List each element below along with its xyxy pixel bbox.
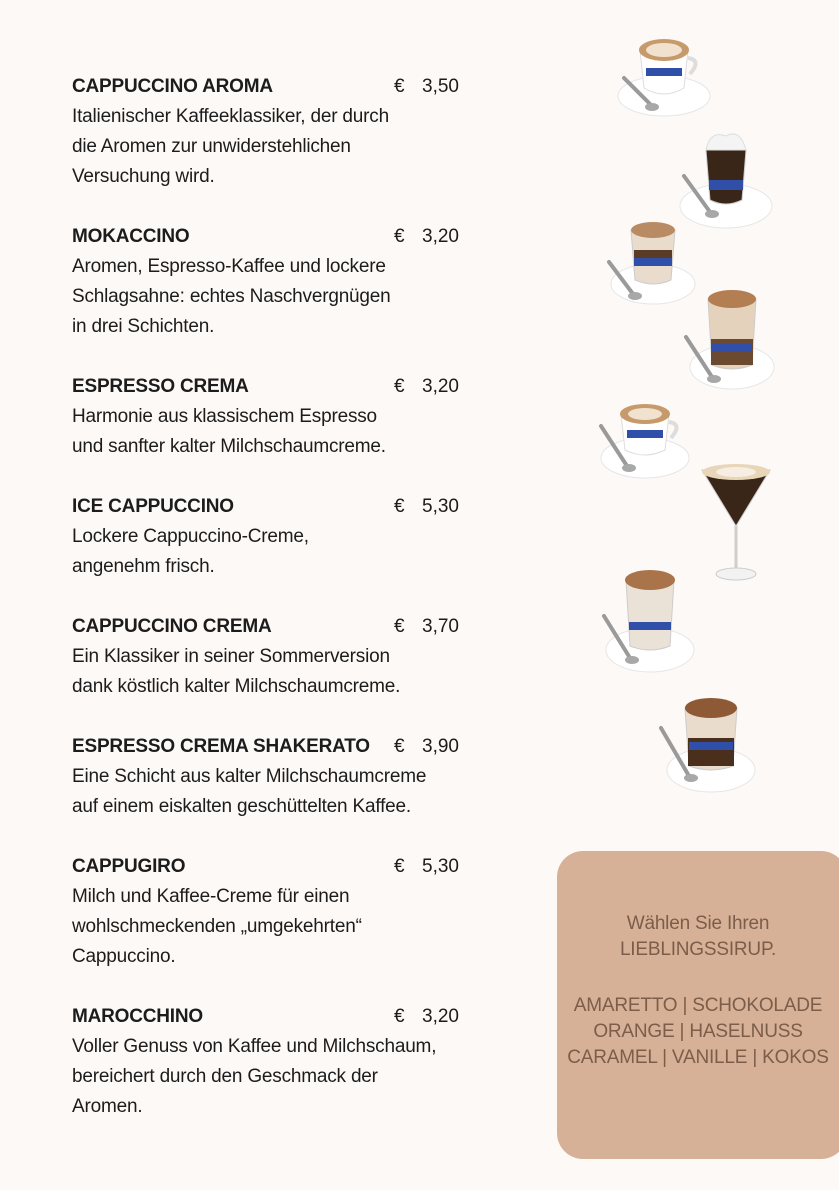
- item-description: [72, 1032, 472, 1122]
- item-currency: €: [394, 616, 405, 637]
- menu-item-ice-cappuccino: [72, 492, 472, 582]
- cappuccino-cup-icon: [612, 30, 717, 120]
- item-name: CAPPUCCINO AROMA: [72, 76, 273, 97]
- menu-item-espresso-crema-shakerato: [72, 732, 472, 822]
- desc-line: Lockere Cappuccino-Creme,: [72, 526, 309, 547]
- item-description: [72, 882, 472, 972]
- cappuccino-crema-glass-icon: [598, 566, 698, 682]
- item-currency: €: [394, 496, 405, 517]
- item-price: 5,30: [422, 856, 459, 877]
- item-currency: €: [394, 736, 405, 757]
- item-currency: €: [394, 376, 405, 397]
- desc-line: Schlagsahne: echtes Naschvergnügen: [72, 286, 391, 307]
- syrup-flavor-line: AMARETTO | SCHOKOLADE: [573, 995, 823, 1016]
- item-name: CAPPUCCINO CREMA: [72, 616, 272, 637]
- desc-line: Aromen, Espresso-Kaffee und lockere: [72, 256, 386, 277]
- item-price: 3,20: [422, 226, 459, 247]
- desc-line: die Aromen zur unwiderstehlichen: [72, 136, 351, 157]
- desc-line: Cappuccino.: [72, 946, 176, 967]
- item-description: [72, 522, 472, 582]
- menu-item-cappuccino-crema: [72, 612, 472, 702]
- item-name: ICE CAPPUCCINO: [72, 496, 234, 517]
- item-name: ESPRESSO CREMA: [72, 376, 249, 397]
- desc-line: Milch und Kaffee-Creme für einen: [72, 886, 350, 907]
- cocktail-glass-icon: [696, 460, 776, 588]
- item-currency: €: [394, 226, 405, 247]
- item-name: MOKACCINO: [72, 226, 190, 247]
- menu-item-cappuccino-aroma: [72, 72, 472, 192]
- item-description: [72, 402, 472, 462]
- syrup-flavor-line: ORANGE | HASELNUSS: [593, 1021, 803, 1042]
- marocchino-glass-icon: [655, 694, 759, 800]
- desc-line: Harmonie aus klassischem Espresso: [72, 406, 377, 427]
- desc-line: und sanfter kalter Milchschaumcreme.: [72, 436, 386, 457]
- syrup-intro-line: Wählen Sie Ihren: [626, 913, 770, 934]
- menu-item-mokaccino: [72, 222, 472, 342]
- syrup-flavor-line: CARAMEL | VANILLE | KOKOS: [567, 1047, 829, 1068]
- item-price: 3,20: [422, 376, 459, 397]
- item-currency: €: [394, 856, 405, 877]
- desc-line: in drei Schichten.: [72, 316, 215, 337]
- item-name: MAROCCHINO: [72, 1006, 203, 1027]
- desc-line: Voller Genuss von Kaffee und Milchschaum,: [72, 1036, 437, 1057]
- menu-item-cappugiro: [72, 852, 472, 972]
- item-description: [72, 252, 472, 342]
- desc-line: dank köstlich kalter Milchschaumcreme.: [72, 676, 401, 697]
- desc-line: Italienischer Kaffeeklassiker, der durch: [72, 106, 389, 127]
- item-description: [72, 762, 472, 822]
- espresso-cup-icon: [595, 398, 695, 482]
- menu-item-marocchino: [72, 1002, 472, 1122]
- item-description: [72, 642, 472, 702]
- item-price: 3,70: [422, 616, 459, 637]
- menu-item-espresso-crema: [72, 372, 472, 462]
- item-price: 5,30: [422, 496, 459, 517]
- latte-glass-icon: [678, 287, 778, 399]
- item-price: 3,20: [422, 1006, 459, 1027]
- item-description: [72, 102, 472, 192]
- desc-line: Ein Klassiker in seiner Sommerversion: [72, 646, 390, 667]
- item-name: ESPRESSO CREMA SHAKERATO: [72, 736, 370, 757]
- desc-line: Eine Schicht aus kalter Milchschaumcreme: [72, 766, 427, 787]
- syrup-info-box: [557, 851, 839, 1159]
- desc-line: Aromen.: [72, 1096, 143, 1117]
- item-currency: €: [394, 1006, 405, 1027]
- item-currency: €: [394, 76, 405, 97]
- desc-line: bereichert durch den Geschmack der: [72, 1066, 378, 1087]
- desc-line: angenehm frisch.: [72, 556, 215, 577]
- item-name: CAPPUGIRO: [72, 856, 186, 877]
- desc-line: wohlschmeckenden „umgekehrten“: [72, 916, 362, 937]
- syrup-intro-line: LIEBLINGSSIRUP.: [619, 939, 777, 960]
- desc-line: auf einem eiskalten geschüttelten Kaffee.: [72, 796, 411, 817]
- desc-line: Versuchung wird.: [72, 166, 215, 187]
- item-price: 3,90: [422, 736, 459, 757]
- item-price: 3,50: [422, 76, 459, 97]
